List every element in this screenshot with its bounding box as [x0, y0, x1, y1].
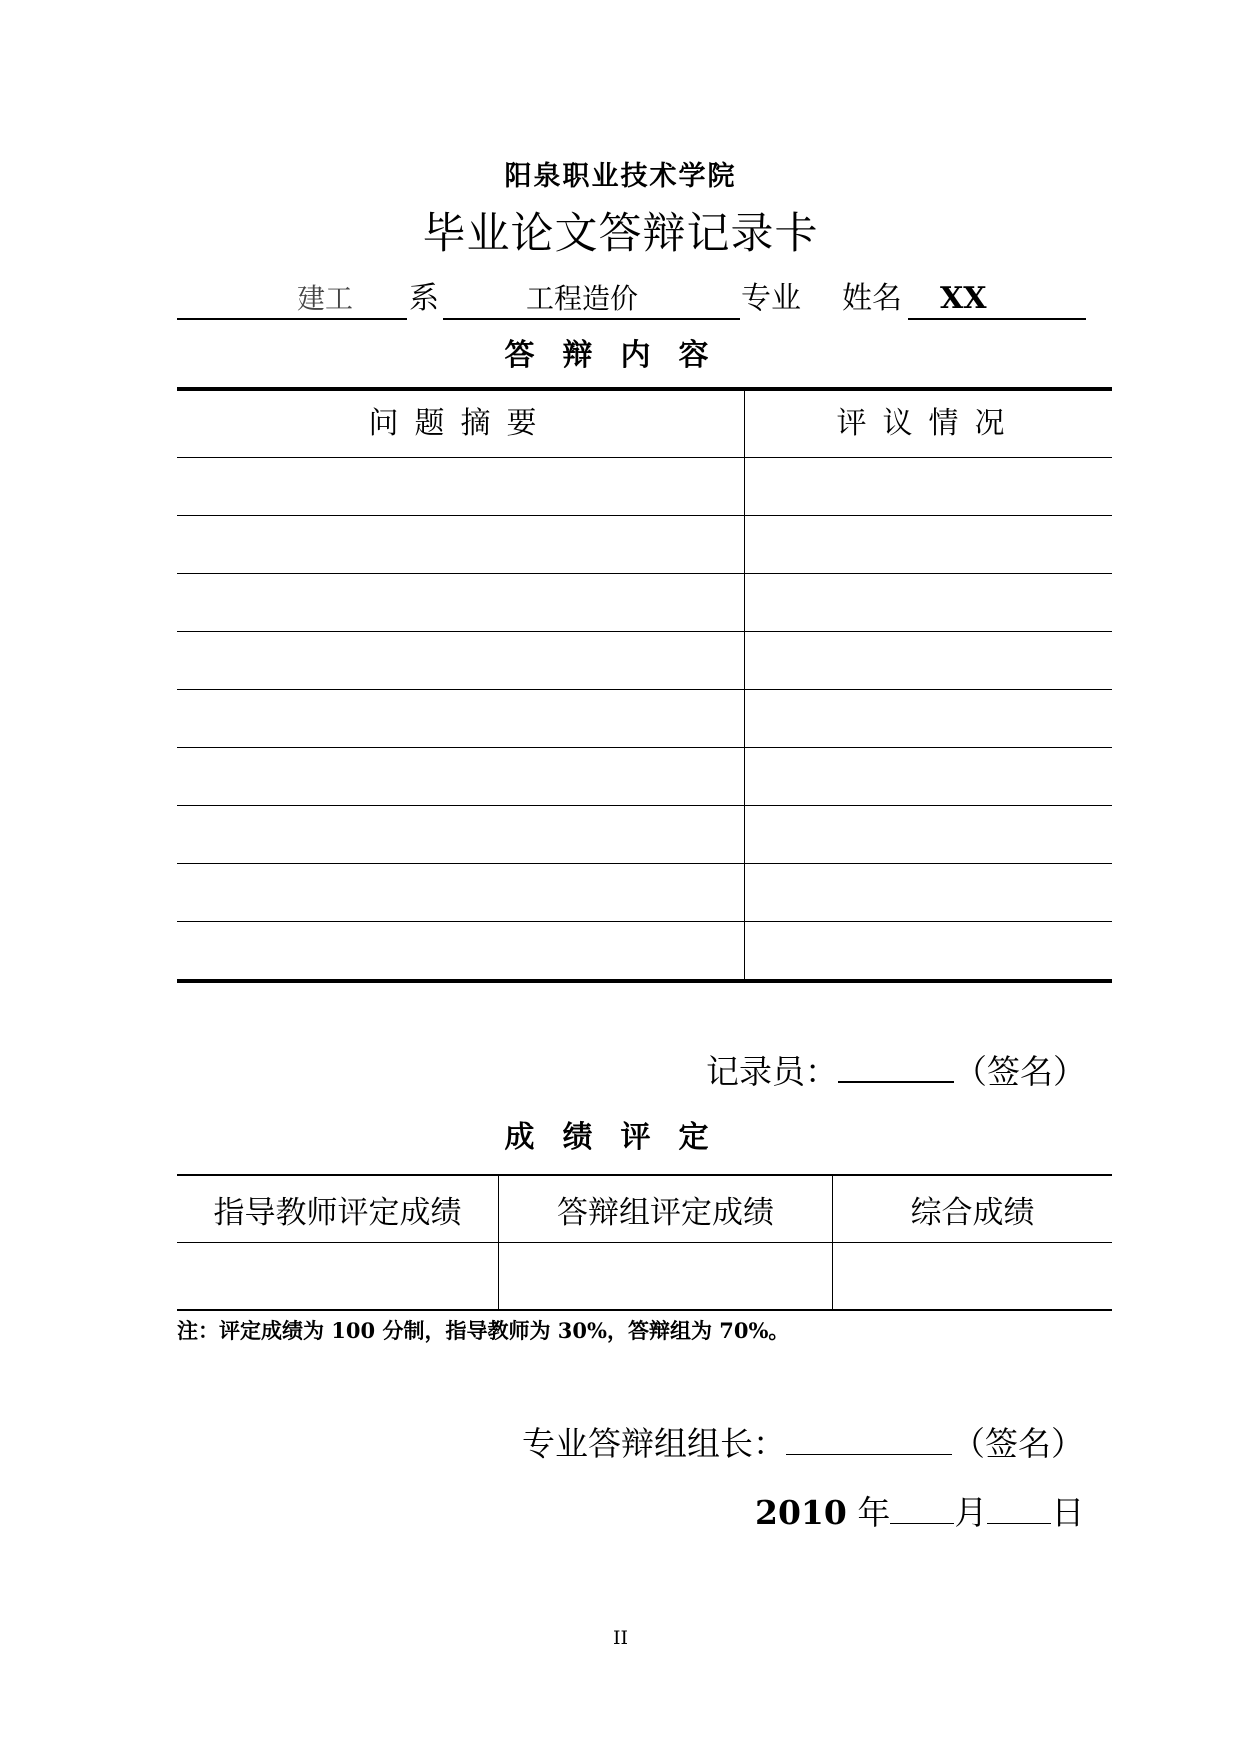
question-cell[interactable] — [177, 806, 745, 863]
question-cell[interactable] — [177, 574, 745, 631]
defense-table — [177, 387, 1112, 983]
question-cell[interactable] — [177, 748, 745, 805]
major-value: 工程造价 — [526, 282, 639, 315]
page-title: 毕业论文答辩记录卡 — [422, 209, 819, 259]
day-field[interactable] — [987, 1493, 1051, 1524]
department-value: 建工 — [297, 282, 354, 315]
defense-section-title: 答辩内容 — [504, 338, 737, 373]
leader-signature — [522, 1418, 1084, 1465]
panel-grade-cell[interactable] — [499, 1243, 833, 1309]
question-cell[interactable] — [177, 516, 745, 573]
grading-table — [177, 1174, 1112, 1311]
table-row — [177, 806, 1112, 864]
advisor-grade-header: 指导教师评定成绩 — [177, 1176, 499, 1242]
question-cell[interactable] — [177, 864, 745, 921]
question-cell[interactable] — [177, 632, 745, 689]
comment-cell[interactable] — [745, 748, 1112, 805]
comments-header: 评议情况 — [836, 406, 1021, 441]
recorder-sign-note: （签名） — [954, 1052, 1086, 1091]
comment-cell[interactable] — [745, 458, 1112, 515]
panel-grade-header: 答辩组评定成绩 — [499, 1176, 833, 1242]
comment-cell[interactable] — [745, 690, 1112, 747]
question-cell[interactable] — [177, 922, 745, 979]
name-label: 姓名 — [842, 281, 902, 316]
recorder-signature — [706, 1046, 1086, 1093]
defense-table-body — [177, 458, 1112, 983]
table-row — [177, 516, 1112, 574]
total-grade-cell[interactable] — [833, 1243, 1112, 1309]
school-name: 阳泉职业技术学院 — [504, 161, 737, 192]
comment-cell[interactable] — [745, 632, 1112, 689]
total-grade-header: 综合成绩 — [910, 1194, 1035, 1231]
comment-cell[interactable] — [745, 516, 1112, 573]
page-number: II — [612, 1627, 628, 1649]
table-row — [177, 632, 1112, 690]
table-row — [177, 922, 1112, 983]
table-row — [177, 574, 1112, 632]
table-row — [177, 748, 1112, 806]
grading-note: 注：评定成绩为 100 分制，指导教师为 30%，答辩组为 70%。 — [177, 1318, 790, 1343]
table-row — [177, 864, 1112, 922]
recorder-label: 记录员： — [706, 1052, 838, 1091]
date-line — [755, 1487, 1084, 1534]
table-row — [177, 690, 1112, 748]
leader-label: 专业答辩组组长： — [522, 1424, 786, 1463]
year-unit: 年 — [857, 1493, 891, 1532]
comment-cell[interactable] — [745, 806, 1112, 863]
leader-signature-field[interactable] — [786, 1424, 952, 1455]
major-label: 专业 — [741, 281, 801, 316]
department-label: 系 — [409, 281, 439, 316]
name-field[interactable] — [908, 281, 1086, 320]
questions-header: 问题摘要 — [368, 406, 553, 441]
leader-sign-note: （签名） — [952, 1424, 1084, 1463]
comment-cell[interactable] — [745, 574, 1112, 631]
comment-cell[interactable] — [745, 922, 1112, 979]
day-unit: 日 — [1051, 1493, 1085, 1532]
comment-cell[interactable] — [745, 864, 1112, 921]
month-field[interactable] — [890, 1493, 954, 1524]
name-value: XX — [940, 281, 987, 316]
table-header-row — [177, 391, 1112, 458]
grading-section-title: 成绩评定 — [504, 1120, 737, 1155]
grading-value-row — [177, 1243, 1112, 1309]
question-cell[interactable] — [177, 690, 745, 747]
department-field[interactable] — [177, 284, 407, 320]
advisor-grade-cell[interactable] — [177, 1243, 499, 1309]
grading-header-row — [177, 1176, 1112, 1243]
table-row — [177, 458, 1112, 516]
date-year: 2010 — [755, 1493, 847, 1532]
question-cell[interactable] — [177, 458, 745, 515]
month-unit: 月 — [954, 1493, 988, 1532]
recorder-signature-field[interactable] — [838, 1051, 954, 1083]
